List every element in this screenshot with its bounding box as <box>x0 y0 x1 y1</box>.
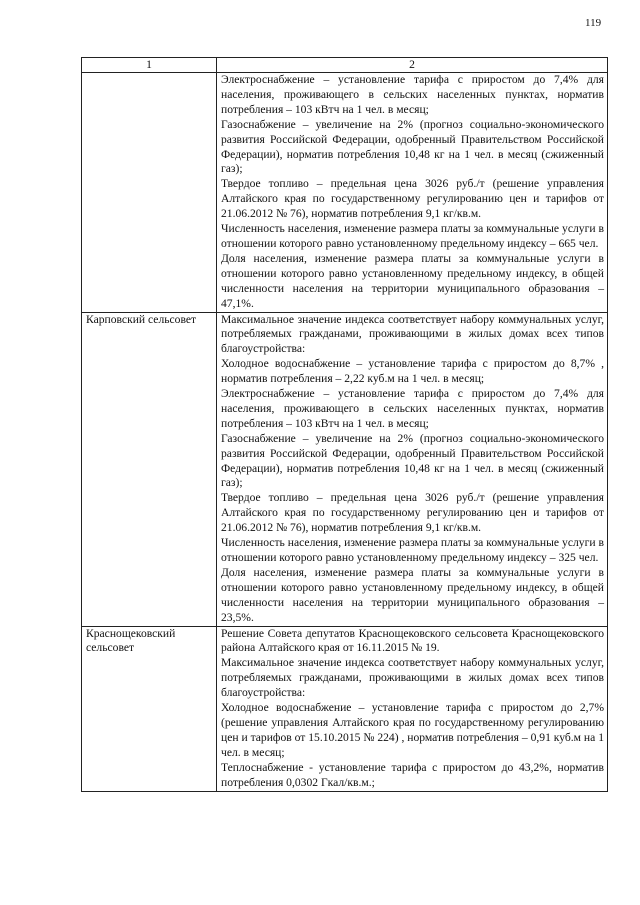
paragraph: Газоснабжение – увеличение на 2% (прогноз социально-экономического развития Российской Федерации, одобренный Правительством Российской Федерации), норматив потребления 10,48 кг на 1 чел. в месяц (сжиженный газ); <box>221 117 604 176</box>
paragraph: Численность населения, изменение размера платы за коммунальные услуги в отношении которого равно установленному предельному индексу – 325 чел. <box>221 536 604 564</box>
tariff-table <box>81 57 608 792</box>
paragraph: Максимальное значение индекса соответствует набору коммунальных услуг, потребляемых гражданами, проживающими в жилых домах всех типов благоустройства: <box>221 312 604 356</box>
table-row <box>82 73 608 313</box>
paragraph: Холодное водоснабжение – установление тарифа с приростом до 2,7% (решение управления Алтайского края по государственному регулированию цен и тарифов от 15.10.2015 № 224) , норматив потребления – 0,91 куб.м на 1 чел. в месяц; <box>221 701 604 759</box>
paragraph: Доля населения, изменение размера платы за коммунальные услуги в отношении которого равно установленному предельному индексу, в общей численности населения на территории муниципального образования – 47,1%. <box>221 251 604 310</box>
paragraph: Численность населения, изменение размера платы за коммунальные услуги в отношении которого равно установленному предельному индексу – 665 чел. <box>221 222 604 250</box>
municipality-name: Карповский сельсовет <box>82 312 217 626</box>
table-row <box>82 312 608 626</box>
paragraph: Твердое топливо – предельная цена 3026 руб./т (решение управления Алтайского края по государственному регулированию цен и тарифов от 21.06.2012 № 76), норматив потребления 9,1 кг/кв.м. <box>221 491 604 535</box>
municipality-details <box>217 73 608 313</box>
page-number: 119 <box>585 17 602 29</box>
paragraph: Электроснабжение – установление тарифа с приростом до 7,4% для населения, проживающего в сельских населенных пунктах, норматив потребления – 103 кВтч на 1 чел. в месяц; <box>221 73 604 116</box>
paragraph: Решение Совета депутатов Краснощековского сельсовета Краснощековского района Алтайского края от 16.11.2015 № 19. <box>221 626 604 655</box>
municipality-name <box>82 73 217 313</box>
column-header-2: 2 <box>217 58 608 73</box>
paragraph: Теплоснабжение - установление тарифа с приростом до 43,2%, норматив потребления 0,0302 Гкал/кв.м.; <box>221 760 604 789</box>
table-row <box>82 626 608 791</box>
paragraph: Доля населения, изменение размера платы за коммунальные услуги в отношении которого равно установленному предельному индексу, в общей численности населения на территории муниципального образования – 23,5%. <box>221 565 604 624</box>
header-row <box>82 58 608 73</box>
municipality-details <box>217 312 608 626</box>
paragraph: Газоснабжение – увеличение на 2% (прогноз социально-экономического развития Российской Федерации, одобренный Правительством Российской Федерации), норматив потребления 10,48 кг на 1 чел. в месяц (сжиженный газ); <box>221 431 604 490</box>
paragraph: Холодное водоснабжение – установление тарифа с приростом до 8,7% , норматив потребления – 2,22 куб.м на 1 чел. в месяц; <box>221 357 604 386</box>
column-header-1: 1 <box>82 58 217 73</box>
paragraph: Максимальное значение индекса соответствует набору коммунальных услуг, потребляемых гражданами, проживающими в жилых домах всех типов благоустройства: <box>221 656 604 700</box>
municipality-name: Краснощековский сельсовет <box>82 626 217 791</box>
municipality-details <box>217 626 608 791</box>
paragraph: Твердое топливо – предельная цена 3026 руб./т (решение управления Алтайского края по государственному регулированию цен и тарифов от 21.06.2012 № 76), норматив потребления 9,1 кг/кв.м. <box>221 177 604 221</box>
paragraph: Электроснабжение – установление тарифа с приростом до 7,4% для населения, проживающего в сельских населенных пунктах, норматив потребления – 103 кВтч на 1 чел. в месяц; <box>221 387 604 430</box>
